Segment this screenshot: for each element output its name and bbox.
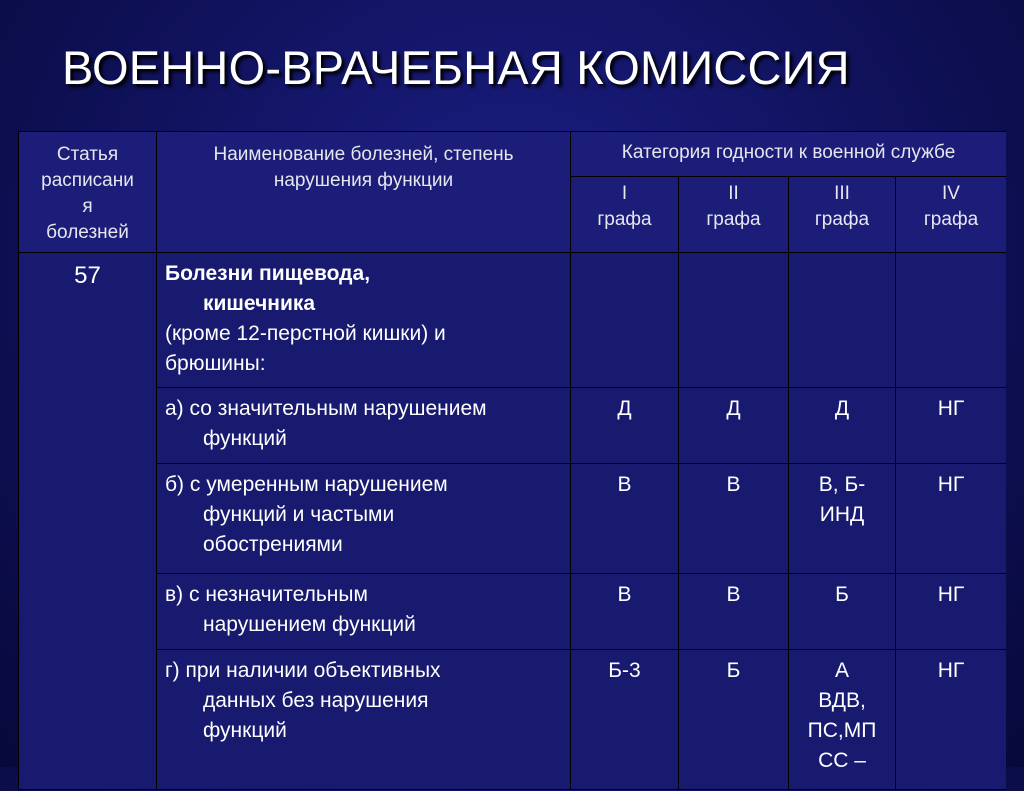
row-text-line: функций xyxy=(203,719,287,742)
grade-line: СС – xyxy=(818,749,866,772)
header-column-1 xyxy=(571,177,679,253)
section-title-bold-line: кишечника xyxy=(203,292,316,315)
header-article-line: Статья xyxy=(56,144,119,165)
grade-cell: Д xyxy=(679,388,789,464)
grade-cell: Б-3 xyxy=(571,650,679,790)
table-row xyxy=(19,388,1007,464)
table-row xyxy=(19,574,1007,650)
header-column-4 xyxy=(896,177,1007,253)
row-text-line: данных без нарушения xyxy=(203,689,429,712)
header-article-line: я xyxy=(82,196,93,217)
row-text-line: а) со значительным нарушением xyxy=(165,397,487,420)
grade-cell-empty xyxy=(896,253,1007,388)
grade-cell: В xyxy=(571,574,679,650)
column-numeral: IV xyxy=(942,183,960,204)
header-column-3 xyxy=(789,177,896,253)
commission-table-container xyxy=(18,131,1006,791)
grade-cell: Б xyxy=(679,650,789,790)
header-name-line: Наименование болезней, степень xyxy=(213,144,514,165)
row-text-line: г) при наличии объективных xyxy=(165,659,441,682)
row-description xyxy=(157,388,571,464)
grade-cell: НГ xyxy=(896,574,1007,650)
header-row-1 xyxy=(19,132,1007,177)
grade-line: ВДВ, xyxy=(818,689,866,712)
grade-line: А xyxy=(834,659,849,682)
table-row xyxy=(19,464,1007,574)
column-numeral: II xyxy=(728,183,739,204)
row-text-line: функций и частыми xyxy=(203,503,395,526)
header-article xyxy=(19,132,157,253)
row-description xyxy=(157,574,571,650)
row-description xyxy=(157,464,571,574)
row-description xyxy=(157,650,571,790)
column-numeral: I xyxy=(621,183,628,204)
grade-cell: Д xyxy=(789,388,896,464)
article-number: 57 xyxy=(19,253,157,790)
column-numeral: III xyxy=(834,183,850,204)
section-title xyxy=(157,253,571,388)
grade-cell-empty xyxy=(571,253,679,388)
grade-cell-empty xyxy=(679,253,789,388)
grade-cell xyxy=(789,650,896,790)
section-subtitle-line: (кроме 12-перстной кишки) и xyxy=(165,322,446,345)
row-text-line: б) с умеренным нарушением xyxy=(165,473,448,496)
header-article-line: болезней xyxy=(46,222,129,243)
header-category: Категория годности к военной службе xyxy=(571,132,1007,177)
grade-cell: НГ xyxy=(896,388,1007,464)
header-disease-name xyxy=(157,132,571,253)
page-title: ВОЕННО-ВРАЧЕБНАЯ КОМИССИЯ xyxy=(62,41,850,94)
table-row xyxy=(19,650,1007,790)
grade-cell: Д xyxy=(571,388,679,464)
grade-cell: Б xyxy=(789,574,896,650)
grade-cell xyxy=(789,464,896,574)
header-column-2 xyxy=(679,177,789,253)
row-text-line: нарушением функций xyxy=(203,613,416,636)
header-article-line: расписани xyxy=(41,170,134,191)
column-label: графа xyxy=(706,209,761,230)
grade-cell: В xyxy=(679,574,789,650)
commission-table xyxy=(18,131,1006,790)
row-text-line: в) с незначительным xyxy=(165,583,368,606)
grade-cell: НГ xyxy=(896,650,1007,790)
section-subtitle-line: брюшины: xyxy=(165,352,266,375)
row-text-line: функций xyxy=(203,427,287,450)
column-label: графа xyxy=(597,209,652,230)
column-label: графа xyxy=(814,209,870,230)
column-label: графа xyxy=(923,209,979,230)
section-title-bold-line: Болезни пищевода, xyxy=(165,262,371,285)
grade-line: ИНД xyxy=(819,503,865,526)
grade-cell: В xyxy=(571,464,679,574)
grade-cell: НГ xyxy=(896,464,1007,574)
header-name-line: нарушения функции xyxy=(273,170,454,191)
row-text-line: обострениями xyxy=(203,533,343,556)
grade-line: ПС,МП xyxy=(807,719,877,742)
grade-line: В, Б- xyxy=(818,473,866,496)
section-row xyxy=(19,253,1007,388)
grade-cell: В xyxy=(679,464,789,574)
grade-cell-empty xyxy=(789,253,896,388)
